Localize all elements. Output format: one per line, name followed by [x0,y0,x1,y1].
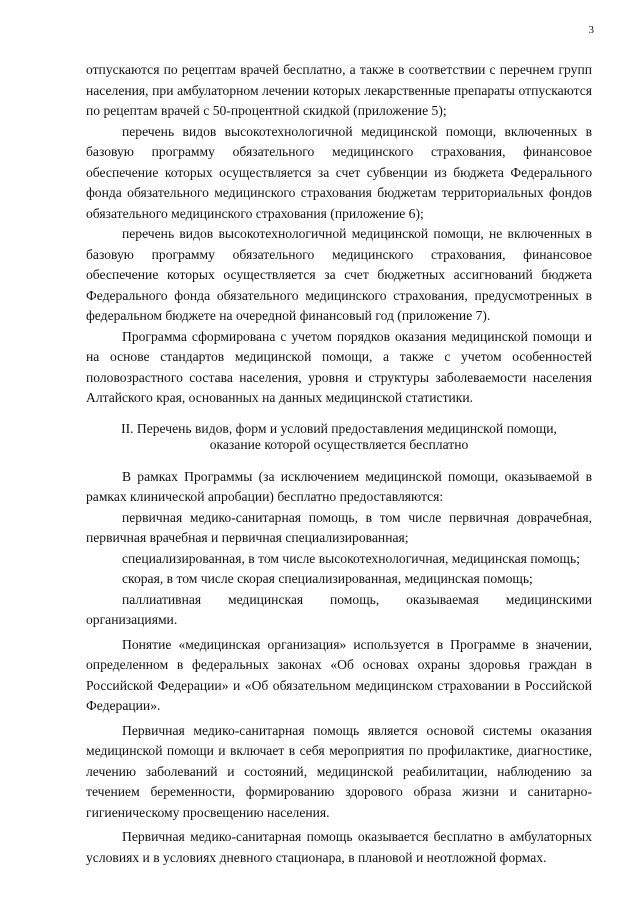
paragraph-appendix-6: перечень видов высокотехнологичной медицинской помощи, включенных в базовую программу обязательного медицинского страхования, финансовое обеспечение которых осуществляется за счет субвенции из бюджета Федерального фонда обязательного медицинского страхования бюджетам территориальных фондов обязательного медицинского страхования (приложение 6); [86,123,592,221]
paragraph-medical-organization-definition: Понятие «медицинская организация» используется в Программе в значении, определенном в федеральных законах «Об основах охраны здоровья граждан в Российской Федерации» и «Об обязательном медицинском страховании в Российской Федерации». [86,636,592,713]
paragraph-primary-care-basis: Первичная медико-санитарная помощь является основой системы оказания медицинской помощи и включает в себя мероприятия по профилактике, диагностике, лечению заболеваний и состояний, медицинской реабилитации, наблюдению за течением беременности, формированию здорового образа жизни и санитарно-гигиеническому просвещению населения. [86,722,592,820]
paragraph-primary-care: первичная медико-санитарная помощь, в том числе первичная доврачебная, первичная врачебная и первичная специализированная; [86,509,592,545]
paragraph-free-services-intro: В рамках Программы (за исключением медицинской помощи, оказываемой в рамках клинической апробации) бесплатно предоставляются: [86,468,592,504]
page-number: 3 [588,24,594,36]
document-body [86,60,592,868]
paragraph-program-formed: Программа сформирована с учетом порядков оказания медицинской помощи и на основе стандартов медицинской помощи, а также с учетом особенностей половозрастного состава населения, уровня и структуры заболеваемости населения Алтайского края, основанных на данных медицинской статистики. [86,328,592,405]
section-heading: II. Перечень видов, форм и условий предоставления медицинской помощи, оказание которой осуществляется бесплатно [121,420,557,452]
paragraph-palliative-care: паллиативная медицинская помощь, оказываемая медицинскими организациями. [86,591,592,627]
paragraph-specialized-care: специализированная, в том числе высокотехнологичная, медицинская помощь; [122,550,580,566]
paragraph-primary-care-free: Первичная медико-санитарная помощь оказывается бесплатно в амбулаторных условиях и в условиях дневного стационара, в плановой и неотложной формах. [86,829,592,865]
paragraph-appendix-7: перечень видов высокотехнологичной медицинской помощи, не включенных в базовую программу обязательного медицинского страхования, финансовое обеспечение которых осуществляется за счет бюджетных ассигнований бюджета Федерального фонда обязательного медицинского страхования, предусмотренных в федеральном бюджете на очередной финансовый год (приложение 7). [86,226,592,323]
paragraph-emergency-care: скорая, в том числе скорая специализированная, медицинская помощь; [122,571,533,586]
paragraph-continuation: отпускаются по рецептам врачей бесплатно, а также в соответствии с перечнем групп населения, при амбулаторном лечении которых лекарственные препараты отпускаются по рецептам врачей с 50-процентной скидкой (приложение 5); [86,62,592,118]
